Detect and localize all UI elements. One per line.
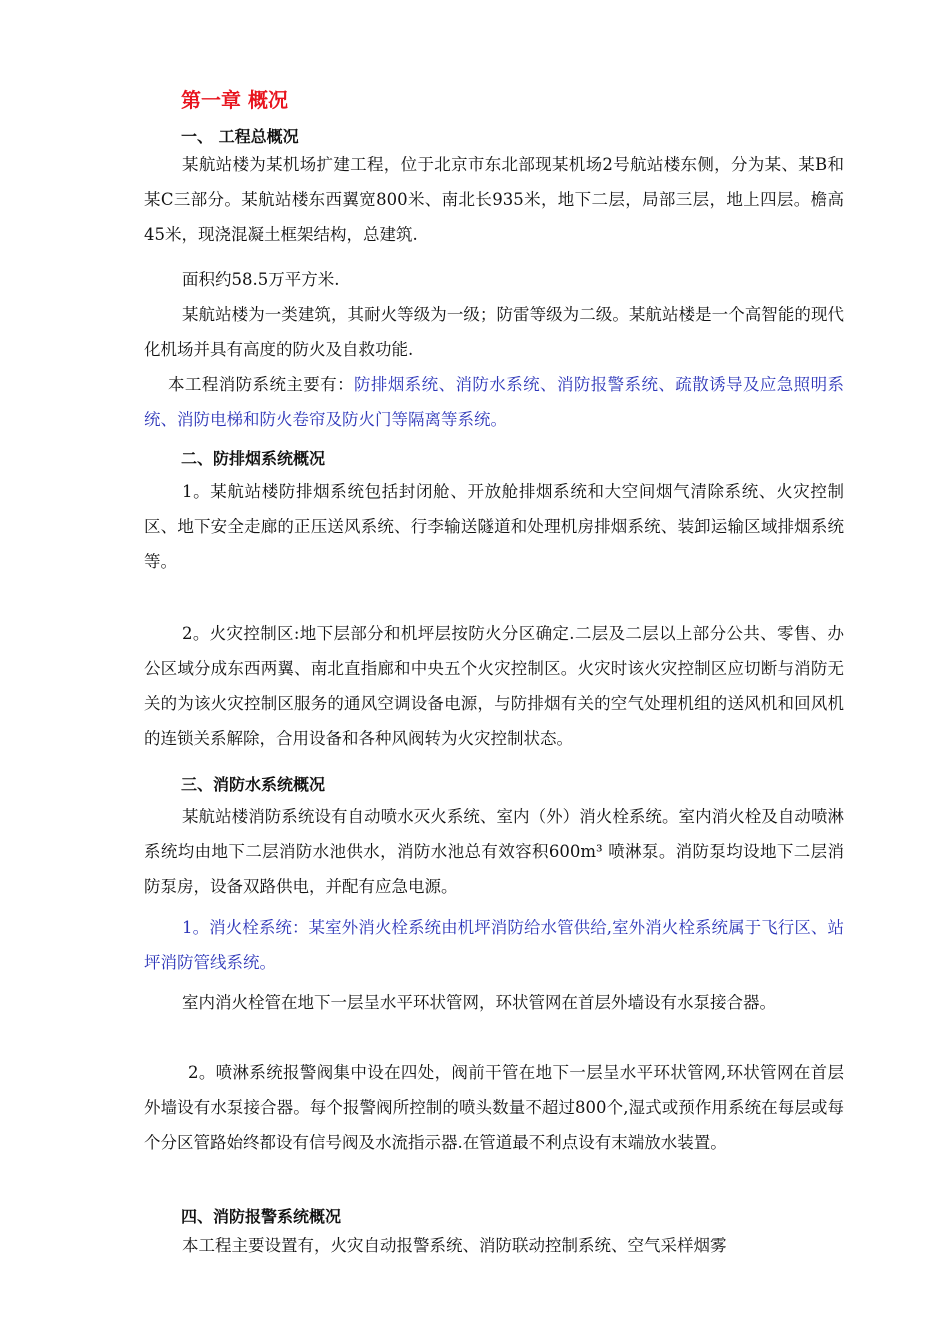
paragraph: 2。喷淋系统报警阀集中设在四处，阀前干管在地下一层呈水平环状管网,环状管网在首层外墙设有水泵接合器。每个报警阀所控制的喷头数量不超过800个,湿式或预作用系统在每层或每个分区管路始终都设有信号阀及水流指示器.在管道最不利点设有末端放水装置。 bbox=[144, 1063, 844, 1152]
paragraph: 某航站楼为一类建筑，其耐火等级为一级；防雷等级为二级。某航站楼是一个高智能的现代化机场并具有高度的防火及自救功能. bbox=[144, 305, 844, 359]
paragraph: 本工程主要设置有，火灾自动报警系统、消防联动控制系统、空气采样烟雾 bbox=[182, 1236, 727, 1255]
section-heading-1: 一、 工程总概况 bbox=[181, 127, 299, 146]
highlighted-text: 防排烟系统、消防水系统、消防报警系统、疏散诱导及应急照明系统、消防电梯和防火卷帘及防火门等隔离等系统。 bbox=[144, 375, 845, 429]
section-heading-4: 四、消防报警系统概况 bbox=[181, 1207, 342, 1226]
paragraph-prefix: 本工程消防系统主要有： bbox=[168, 375, 355, 394]
paragraph: 某航站楼消防系统设有自动喷水灭火系统、室内（外）消火栓系统。室内消火栓及自动喷淋系统均由地下二层消防水池供水，消防水池总有效容积600m³ 喷淋泵。消防泵均设地下二层消防泵房，设备双路供电，并配有应急电源。 bbox=[144, 807, 844, 896]
section-heading-3: 三、消防水系统概况 bbox=[181, 775, 326, 794]
paragraph bbox=[144, 367, 844, 437]
paragraph: 面积约58.5万平方米. bbox=[182, 270, 340, 289]
paragraph: 某航站楼为某机场扩建工程，位于北京市东北部现某机场2号航站楼东侧，分为某、某B和某C三部分。某航站楼东西翼宽800米、南北长935米，地下二层，局部三层，地上四层。檐高45米，现浇混凝土框架结构，总建筑. bbox=[144, 155, 844, 244]
highlighted-paragraph: 1。消火栓系统：某室外消火栓系统由机坪消防给水管供给,室外消火栓系统属于飞行区、站坪消防管线系统。 bbox=[144, 918, 844, 972]
section-heading-2: 二、防排烟系统概况 bbox=[181, 449, 326, 468]
paragraph: 1。某航站楼防排烟系统包括封闭舱、开放舱排烟系统和大空间烟气清除系统、火灾控制区、地下安全走廊的正压送风系统、行李输送隧道和处理机房排烟系统、装卸运输区域排烟系统等。 bbox=[144, 482, 844, 571]
paragraph: 室内消火栓管在地下一层呈水平环状管网，环状管网在首层外墙设有水泵接合器。 bbox=[182, 993, 776, 1012]
chapter-title: 第一章 概况 bbox=[181, 88, 288, 112]
paragraph: 2。火灾控制区:地下层部分和机坪层按防火分区确定.二层及二层以上部分公共、零售、办公区域分成东西两翼、南北直指廊和中央五个火灾控制区。火灾时该火灾控制区应切断与消防无关的为该火灾控制区服务的通风空调设备电源，与防排烟有关的空气处理机组的送风机和回风机的连锁关系解除，合用设备和各种风阀转为火灾控制状态。 bbox=[144, 624, 844, 748]
